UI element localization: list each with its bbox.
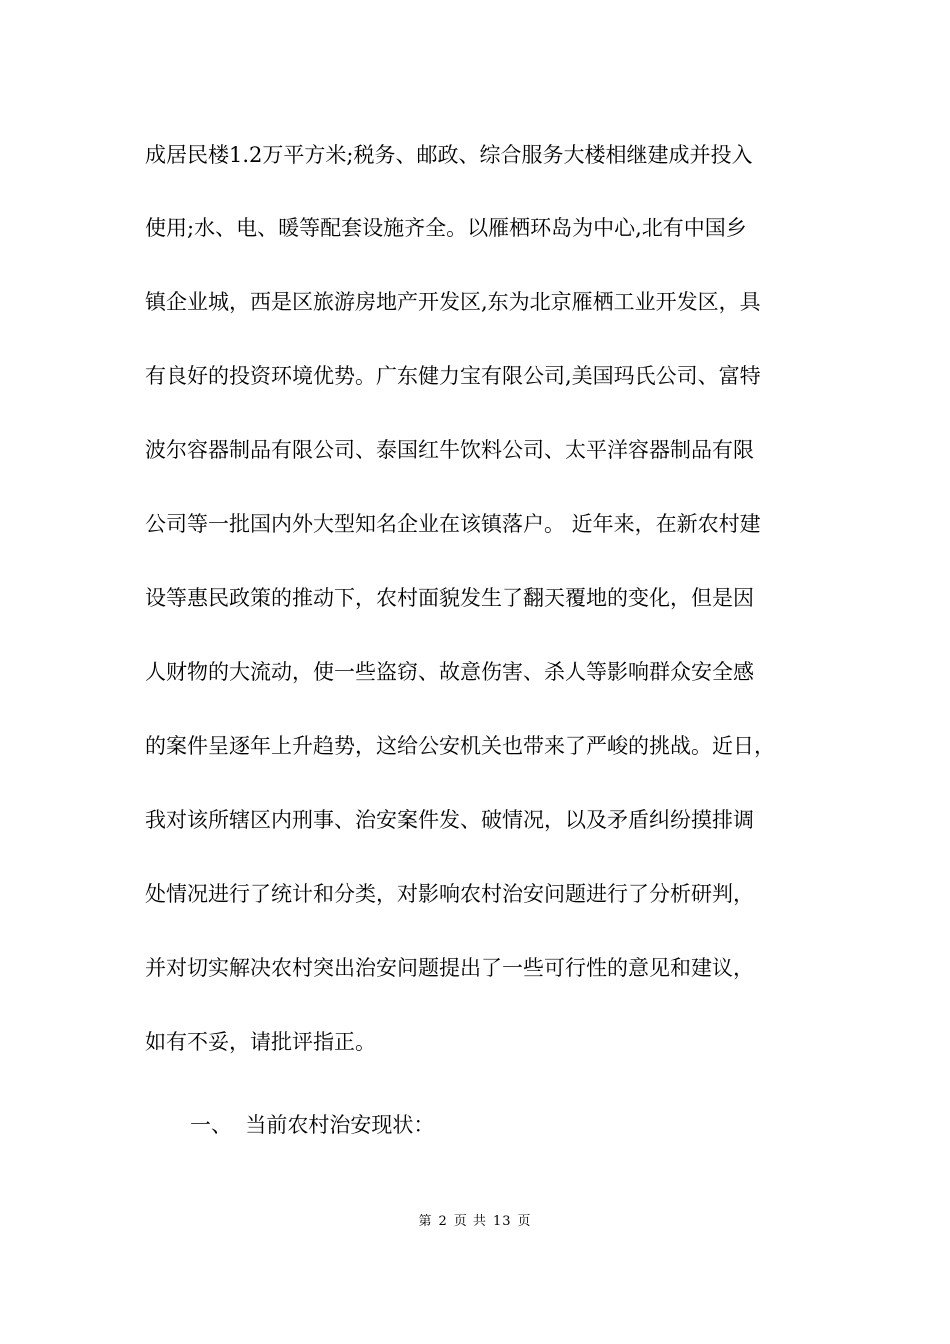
footer-prefix: 第 [418, 1214, 433, 1229]
body-line-7: 设等惠民政策的推动下，农村面貌发生了翻天覆地的变化，但是因 [145, 586, 754, 610]
footer-suffix: 页 [517, 1214, 532, 1229]
footer-mid: 页 共 [453, 1214, 487, 1229]
footer-page-number: 2 [438, 1214, 448, 1229]
body-line-2: 使用;水、电、暖等配套设施齐全。以雁栖环岛为中心,北有中国乡 [145, 216, 747, 240]
footer-total-pages: 13 [492, 1214, 512, 1229]
body-line-3: 镇企业城，西是区旅游房地产开发区,东为北京雁栖工业开发区，具 [145, 290, 761, 314]
body-line-9: 的案件呈逐年上升趋势，这给公安机关也带来了严峻的挑战。近日， [145, 734, 775, 758]
body-line-4: 有良好的投资环境优势。广东健力宝有限公司,美国玛氏公司、富特 [145, 364, 761, 388]
body-line-6: 公司等一批国内外大型知名企业在该镇落户。 近年来，在新农村建 [145, 512, 761, 536]
body-line-10: 我对该所辖区内刑事、治安案件发、破情况，以及矛盾纠纷摸排调 [145, 808, 754, 832]
body-line-8: 人财物的大流动，使一些盗窃、故意伤害、杀人等影响群众安全感 [145, 660, 754, 684]
body-line-12: 并对切实解决农村突出治安问题提出了一些可行性的意见和建议， [145, 956, 754, 980]
section-heading: 一、 当前农村治安现状： [190, 1113, 435, 1137]
body-line-11: 处情况进行了统计和分类，对影响农村治安问题进行了分析研判， [145, 882, 754, 906]
page-footer [0, 1210, 950, 1229]
body-line-1: 成居民楼1.2万平方米;税务、邮政、综合服务大楼相继建成并投入 [145, 143, 753, 167]
body-line-13: 如有不妥，请批评指正。 [145, 1030, 376, 1054]
body-line-5: 波尔容器制品有限公司、泰国红牛饮料公司、太平洋容器制品有限 [145, 438, 754, 462]
